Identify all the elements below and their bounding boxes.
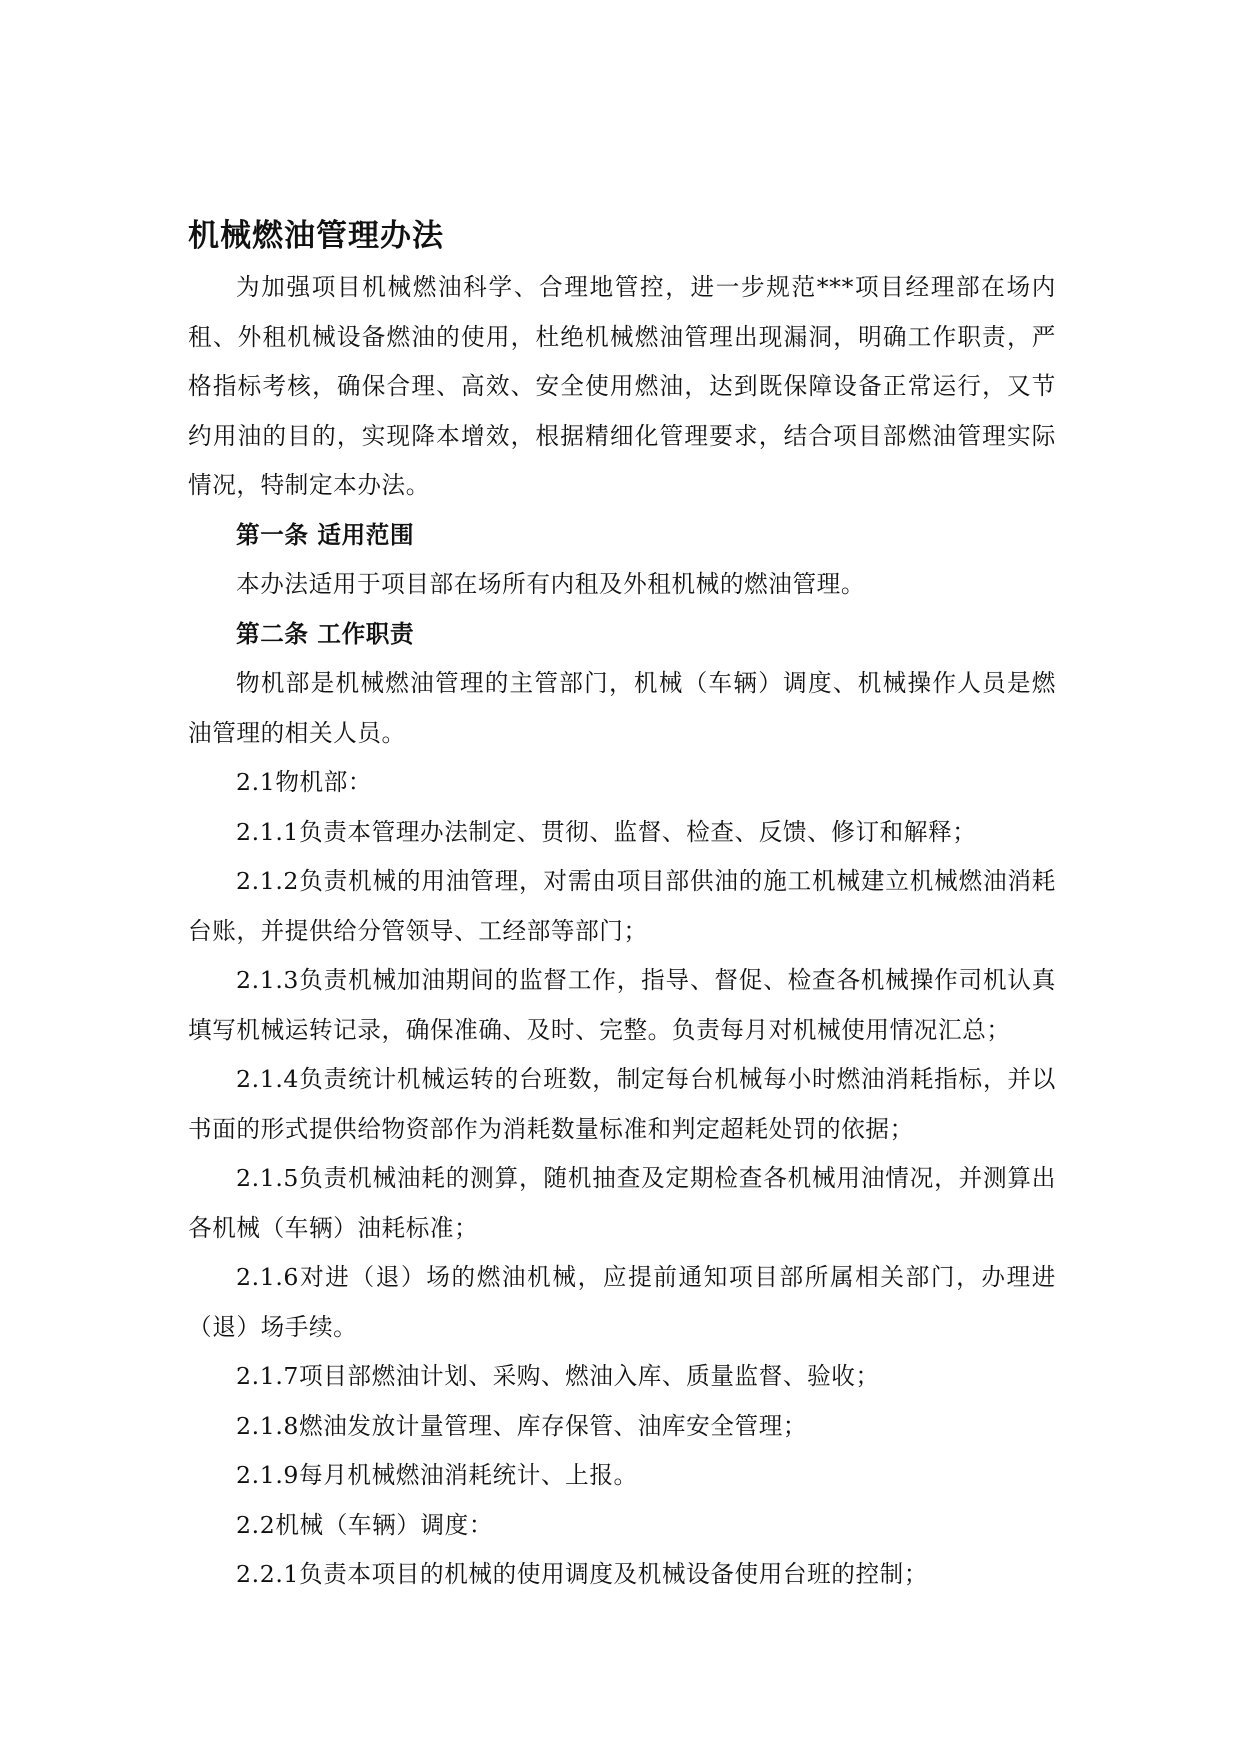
paragraph-responsibility: 物机部是机械燃油管理的主管部门，机械（车辆）调度、机械操作人员是燃油管理的相关人员。 <box>188 669 1056 747</box>
clause-2-1-1: 2.1.1负责本管理办法制定、贯彻、监督、检查、反馈、修订和解释； <box>236 817 977 846</box>
article-2-heading: 第二条 工作职责 <box>236 619 415 648</box>
clause-2-2: 2.2机械（车辆）调度： <box>236 1510 494 1539</box>
paragraph-scope: 本办法适用于项目部在场所有内租及外租机械的燃油管理。 <box>236 570 866 598</box>
clause-2-1-9: 2.1.9每月机械燃油消耗统计、上报。 <box>236 1461 638 1489</box>
clause-2-1-2: 2.1.2负责机械的用油管理，对需由项目部供油的施工机械建立机械燃油消耗台账，并提供给分管领导、工经部等部门； <box>188 867 1056 945</box>
clause-2-1-5: 2.1.5负责机械油耗的测算，随机抽查及定期检查各机械用油情况，并测算出各机械（车辆）油耗标准； <box>188 1164 1056 1242</box>
clause-2-1-7: 2.1.7项目部燃油计划、采购、燃油入库、质量监督、验收； <box>236 1362 880 1390</box>
clause-2-1-8: 2.1.8燃油发放计量管理、库存保管、油库安全管理； <box>236 1411 808 1440</box>
clause-2-2-1: 2.2.1负责本项目的机械的使用调度及机械设备使用台班的控制； <box>236 1560 929 1588</box>
clause-2-1-6: 2.1.6对进（退）场的燃油机械，应提前通知项目部所属相关部门，办理进（退）场手续。 <box>188 1263 1056 1341</box>
clause-2-1-4: 2.1.4负责统计机械运转的台班数，制定每台机械每小时燃油消耗指标，并以书面的形式提供给物资部作为消耗数量标准和判定超耗处罚的依据； <box>188 1065 1056 1143</box>
clause-2-1: 2.1物机部： <box>236 768 373 796</box>
article-1-heading: 第一条 适用范围 <box>236 520 415 549</box>
clause-2-1-3: 2.1.3负责机械加油期间的监督工作，指导、督促、检查各机械操作司机认真填写机械运转记录，确保准确、及时、完整。负责每月对机械使用情况汇总； <box>188 966 1056 1044</box>
paragraph-intro: 为加强项目机械燃油科学、合理地管控，进一步规范***项目经理部在场内租、外租机械设备燃油的使用，杜绝机械燃油管理出现漏洞，明确工作职责，严格指标考核，确保合理、高效、安全使用燃油，达到既保障设备正常运行，又节约用油的目的，实现降本增效，根据精细化管理要求，结合项目部燃油管理实际情况，特制定本办法。 <box>188 273 1056 499</box>
document-page <box>188 210 1056 1600</box>
document-title: 机械燃油管理办法 <box>188 218 444 254</box>
